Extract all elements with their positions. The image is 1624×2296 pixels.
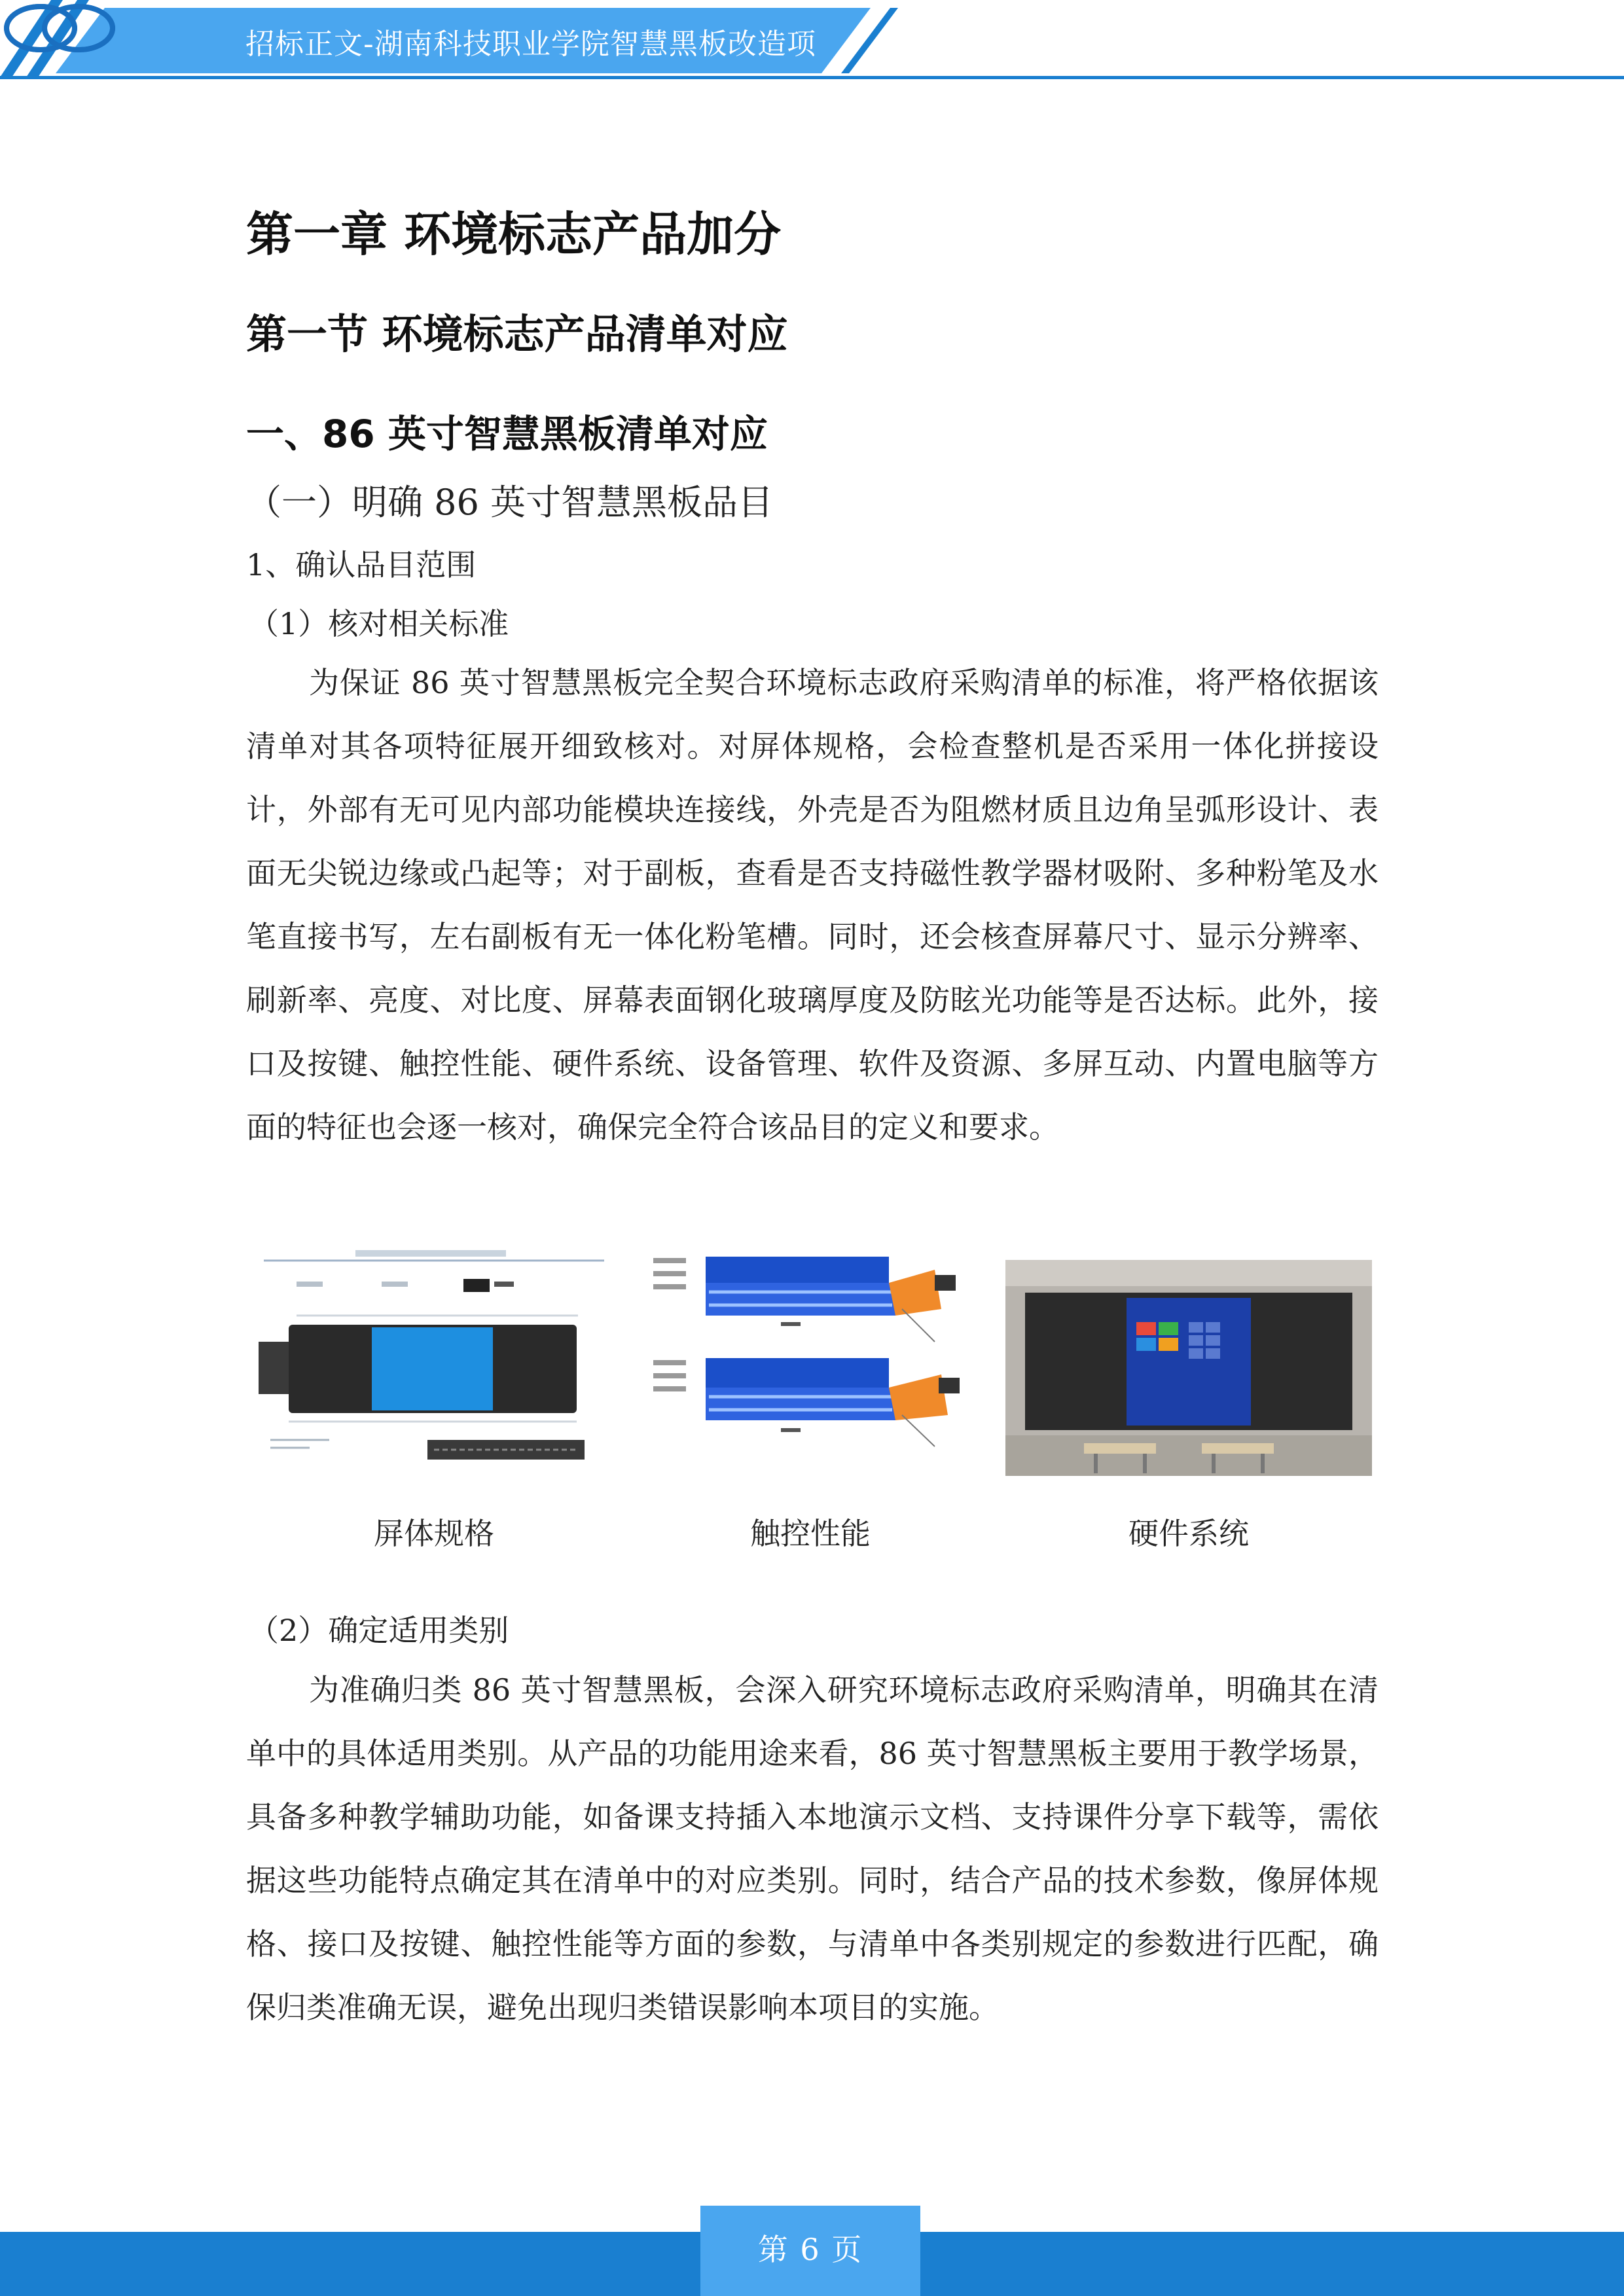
hardware-system-photo (1005, 1260, 1372, 1476)
body-paragraph: 为保证 86 英寸智慧黑板完全契合环境标志政府采购清单的标准，将严格依据该清单对其各项特征展开细致核对。对屏体规格，会检查整机是否采用一体化拼接设计，外部有无可见内部功能模块连接线，外壳是否为阻燃材质且边角呈弧形设计、表面无尖锐边缘或凸起等；对于副板，查看是否支持磁性教学器材吸附、多种粉笔及水笔直接书写，左右副板有无一体化粉笔槽。同时，还会核查屏幕尺寸、显示分辨率、刷新率、亮度、对比度、屏幕表面钢化玻璃厚度及防眩光功能等是否达标。此外，接口及按键、触控性能、硬件系统、设备管理、软件及资源、多屏互动、内置电脑等方面的特征也会逐一核对，确保完全符合该品目的定义和要求。 (246, 665, 1379, 1145)
page-number: 第 6 页 (757, 2232, 863, 2267)
chapter-title: 第一章 环境标志产品加分 (246, 207, 782, 262)
sub-item-title: （2）确定适用类别 (249, 1613, 509, 1648)
sub-subsection-title: （一）明确 86 英寸智慧黑板品目 (246, 482, 774, 523)
screen-spec-diagram (251, 1244, 604, 1476)
double-ring-logo-icon (0, 0, 119, 56)
page-header (0, 0, 1624, 82)
figure-screen-spec (251, 1244, 604, 1476)
figure-caption: 硬件系统 (1128, 1516, 1249, 1551)
subsection-title: 一、86 英寸智慧黑板清单对应 (246, 412, 768, 456)
header-title: 招标正文-湖南科技职业学院智慧黑板改造项 (245, 27, 816, 61)
body-paragraph: 为准确归类 86 英寸智慧黑板，会深入研究环境标志政府采购清单，明确其在清单中的具体适用类别。从产品的功能用途来看，86 英寸智慧黑板主要用于教学场景，具备多种教学辅助功能，如备课支持插入本地演示文档、支持课件分享下载等，需依据这些功能特点确定其在清单中的对应类别。同时，结合产品的技术参数，像屏体规格、接口及按键、触控性能等方面的参数，与清单中各类别规定的参数进行匹配，确保归类准确无误，避免出现归类错误影响本项目的实施。 (246, 1672, 1379, 2025)
figure-touch-performance (627, 1244, 981, 1476)
touch-performance-diagram (627, 1244, 981, 1476)
section-title: 第一节 环境标志产品清单对应 (246, 310, 788, 358)
sub-item-title: （1）核对相关标准 (249, 606, 509, 641)
figure-caption: 触控性能 (750, 1516, 871, 1551)
figure-caption: 屏体规格 (374, 1516, 494, 1551)
figure-hardware-system (1005, 1260, 1372, 1476)
item-title: 1、确认品目范围 (246, 547, 477, 583)
